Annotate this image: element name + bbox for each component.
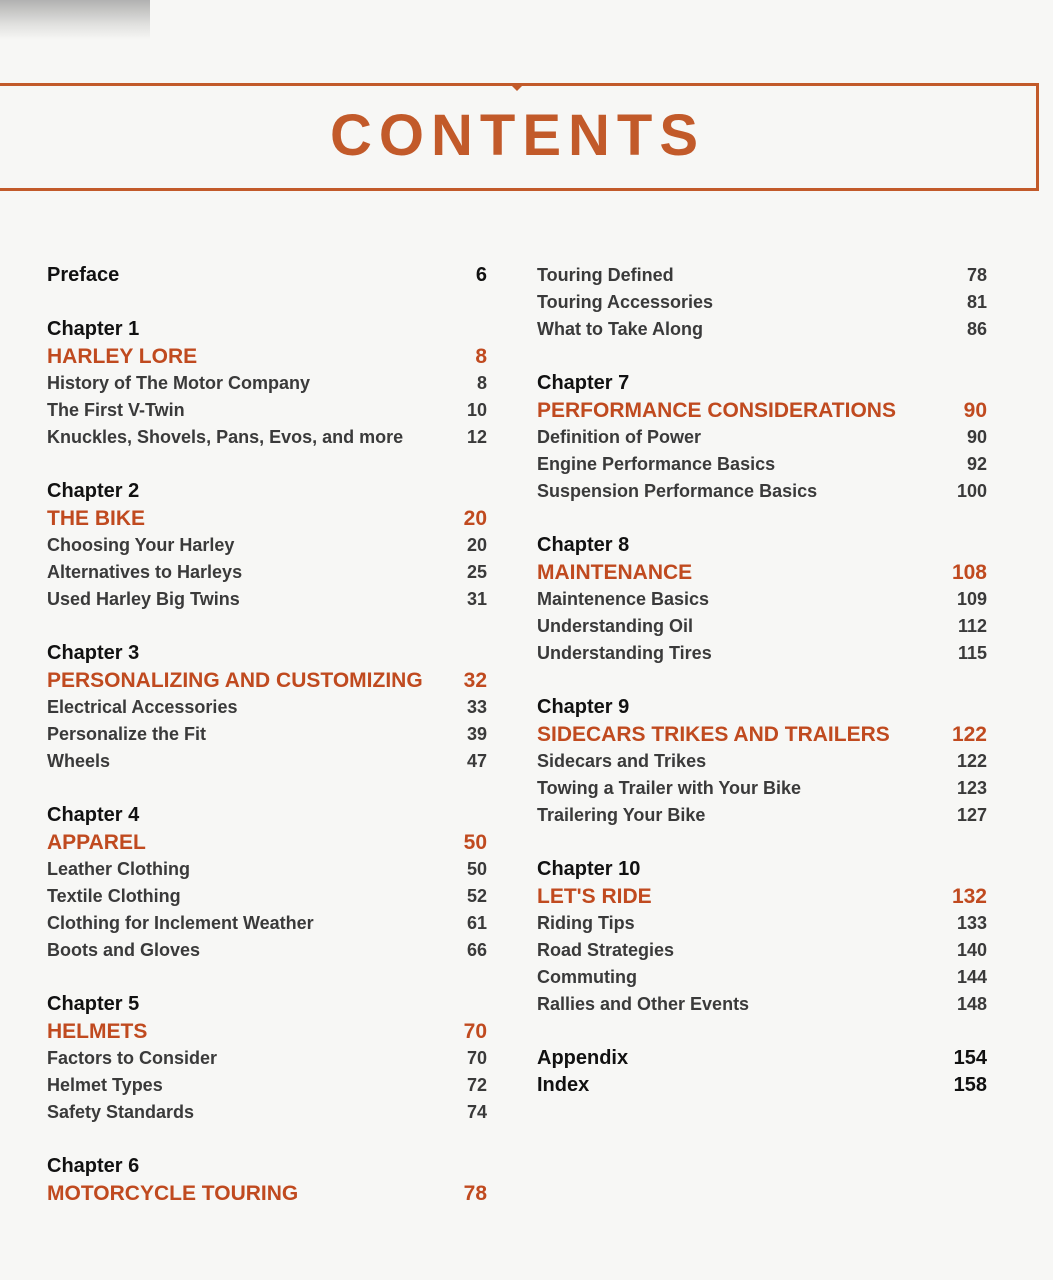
toc-top xyxy=(47,262,487,289)
toc-entry-label: Chapter 5 xyxy=(47,993,140,1015)
toc-chapter-label xyxy=(47,640,487,667)
toc-page-number: 109 xyxy=(956,589,987,609)
toc-page-number: 47 xyxy=(466,751,487,771)
toc-chapter-label xyxy=(47,802,487,829)
toc-entry-label: Definition of Power xyxy=(537,427,701,447)
toc-section xyxy=(47,424,487,451)
toc-chapter-title xyxy=(47,1018,487,1045)
toc-page-number: 122 xyxy=(956,751,987,771)
toc-section xyxy=(47,1045,487,1072)
toc-left-column xyxy=(47,262,487,1207)
spacer xyxy=(47,451,487,478)
scan-edge-shadow xyxy=(0,0,150,40)
toc-chapter-title xyxy=(537,883,987,910)
toc-entry-label: SIDECARS TRIKES AND TRAILERS xyxy=(537,723,890,746)
toc-entry-label: Boots and Gloves xyxy=(47,940,201,960)
toc-entry-label: The First V-Twin xyxy=(47,400,185,420)
spacer xyxy=(537,343,987,370)
toc-entry-label: Personalize the Fit xyxy=(47,724,207,744)
toc-chapter-title xyxy=(47,829,487,856)
toc-entry-label: Leather Clothing xyxy=(47,859,190,879)
toc-page-number: 6 xyxy=(475,264,487,286)
toc-chapter-label xyxy=(47,316,487,343)
toc-section xyxy=(47,586,487,613)
toc-entry-label: Chapter 8 xyxy=(537,534,630,556)
toc-page-number: 133 xyxy=(956,913,987,933)
toc-page-number: 66 xyxy=(466,940,487,960)
toc-entry-label: LET'S RIDE xyxy=(537,885,652,908)
toc-entry-label: Understanding Tires xyxy=(537,643,712,663)
toc-page-number: 123 xyxy=(956,778,987,798)
toc-chapter-label xyxy=(47,1153,487,1180)
toc-section xyxy=(47,856,487,883)
toc-entry-label: Touring Defined xyxy=(537,265,674,285)
toc-section xyxy=(47,937,487,964)
toc-page-number: 74 xyxy=(466,1102,487,1122)
toc-page-number: 158 xyxy=(953,1074,987,1096)
toc-page-number: 86 xyxy=(966,319,987,339)
spacer xyxy=(537,667,987,694)
toc-top xyxy=(537,1045,987,1072)
toc-entry-label: Chapter 4 xyxy=(47,804,140,826)
toc-page-number: 92 xyxy=(966,454,987,474)
toc-entry-label: Chapter 9 xyxy=(537,696,630,718)
toc-entry-label: What to Take Along xyxy=(537,319,703,339)
toc-entry-label: Alternatives to Harleys xyxy=(47,562,243,582)
toc-page-number: 72 xyxy=(466,1075,487,1095)
toc-entry-label: PERSONALIZING AND CUSTOMIZING xyxy=(47,669,423,692)
toc-page-number: 90 xyxy=(963,399,987,422)
toc-entry-label: HELMETS xyxy=(47,1020,148,1043)
toc-section xyxy=(47,397,487,424)
toc-entry-label: Touring Accessories xyxy=(537,292,714,312)
toc-chapter-title xyxy=(47,1180,487,1207)
toc-entry-label: Rallies and Other Events xyxy=(537,994,750,1014)
toc-entry-label: Trailering Your Bike xyxy=(537,805,706,825)
toc-chapter-title xyxy=(537,721,987,748)
toc-section xyxy=(47,694,487,721)
toc-section xyxy=(47,1099,487,1126)
toc-entry-label: Index xyxy=(537,1074,590,1096)
toc-page-number: 115 xyxy=(957,643,987,663)
toc-entry-label: HARLEY LORE xyxy=(47,345,198,368)
toc-section xyxy=(47,1072,487,1099)
spacer xyxy=(47,289,487,316)
toc-section xyxy=(537,991,987,1018)
toc-entry-label: Preface xyxy=(47,264,120,286)
toc-section xyxy=(537,478,987,505)
toc-entry-label: Engine Performance Basics xyxy=(537,454,776,474)
toc-entry-label: Chapter 6 xyxy=(47,1155,140,1177)
toc-page-number: 33 xyxy=(466,697,487,717)
toc-entry-label: Suspension Performance Basics xyxy=(537,481,818,501)
toc-entry-label: Chapter 10 xyxy=(537,858,641,880)
toc-chapter-label xyxy=(537,370,987,397)
toc-entry-label: Knuckles, Shovels, Pans, Evos, and more xyxy=(47,427,404,447)
toc-section xyxy=(47,721,487,748)
toc-entry-label: Appendix xyxy=(537,1047,629,1069)
toc-section xyxy=(537,775,987,802)
toc-entry-label: Riding Tips xyxy=(537,913,635,933)
toc-entry-label: Factors to Consider xyxy=(47,1048,218,1068)
toc-entry-label: MAINTENANCE xyxy=(537,561,693,584)
toc-page-number: 78 xyxy=(463,1182,487,1205)
toc-section xyxy=(47,748,487,775)
toc-page-number: 78 xyxy=(966,265,987,285)
toc-page-number: 100 xyxy=(956,481,987,501)
title-notch xyxy=(509,83,525,91)
toc-page-number: 10 xyxy=(466,400,487,420)
toc-page-number: 20 xyxy=(463,507,487,530)
toc-entry-label: MOTORCYCLE TOURING xyxy=(47,1182,299,1205)
toc-section xyxy=(537,640,987,667)
spacer xyxy=(47,964,487,991)
toc-entry-label: Commuting xyxy=(537,967,637,987)
toc-entry-label: Helmet Types xyxy=(47,1075,163,1095)
spacer xyxy=(47,613,487,640)
toc-chapter-label xyxy=(47,478,487,505)
toc-entry-label: Towing a Trailer with Your Bike xyxy=(537,778,802,798)
toc-entry-label: History of The Motor Company xyxy=(47,373,311,393)
toc-entry-label: Wheels xyxy=(47,751,111,771)
toc-page-number: 127 xyxy=(956,805,987,825)
toc-page-number: 108 xyxy=(951,561,987,584)
toc-entry-label: Maintenence Basics xyxy=(537,589,710,609)
spacer xyxy=(537,1018,987,1045)
toc-section xyxy=(537,424,987,451)
toc-chapter-label xyxy=(537,532,987,559)
toc-section xyxy=(537,451,987,478)
toc-entry-label: Electrical Accessories xyxy=(47,697,238,717)
toc-section xyxy=(537,964,987,991)
toc-section xyxy=(537,910,987,937)
toc-entry-label: Textile Clothing xyxy=(47,886,181,906)
toc-entry-label: Safety Standards xyxy=(47,1102,195,1122)
toc-page-number: 50 xyxy=(466,859,487,879)
toc-page-number: 31 xyxy=(466,589,487,609)
toc-section xyxy=(537,613,987,640)
toc-chapter-title xyxy=(537,397,987,424)
toc-section xyxy=(47,883,487,910)
toc-entry-label: Used Harley Big Twins xyxy=(47,589,240,609)
toc-section xyxy=(537,289,987,316)
toc-page-number: 12 xyxy=(466,427,487,447)
toc-entry-label: THE BIKE xyxy=(47,507,146,530)
toc-page-number: 81 xyxy=(966,292,987,312)
toc-entry-label: Chapter 3 xyxy=(47,642,140,664)
toc-page-number: 52 xyxy=(466,886,487,906)
toc-page-number: 112 xyxy=(957,616,987,636)
toc-page-number: 154 xyxy=(953,1047,987,1069)
toc-top xyxy=(537,1072,987,1099)
toc-entry-label: PERFORMANCE CONSIDERATIONS xyxy=(537,399,896,422)
toc-chapter-title xyxy=(47,667,487,694)
toc-page-number: 70 xyxy=(463,1020,487,1043)
toc-section xyxy=(537,316,987,343)
toc-page-number: 50 xyxy=(463,831,487,854)
toc-right-column xyxy=(537,262,987,1099)
toc-page-number: 132 xyxy=(951,885,987,908)
toc-page-number: 140 xyxy=(956,940,987,960)
toc-entry-label: Sidecars and Trikes xyxy=(537,751,707,771)
toc-section xyxy=(47,370,487,397)
toc-page-number: 61 xyxy=(466,913,487,933)
toc-section xyxy=(537,262,987,289)
toc-entry-label: Chapter 1 xyxy=(47,318,140,340)
toc-chapter-title xyxy=(537,559,987,586)
toc-page-number: 39 xyxy=(466,724,487,744)
toc-entry-label: Road Strategies xyxy=(537,940,675,960)
toc-page-number: 122 xyxy=(951,723,987,746)
spacer xyxy=(537,505,987,532)
toc-entry-label: Choosing Your Harley xyxy=(47,535,235,555)
toc-chapter-label xyxy=(537,856,987,883)
toc-section xyxy=(537,937,987,964)
toc-section xyxy=(47,559,487,586)
spacer xyxy=(537,829,987,856)
toc-entry-label: Chapter 2 xyxy=(47,480,140,502)
toc-chapter-title xyxy=(47,505,487,532)
toc-chapter-label xyxy=(47,991,487,1018)
toc-page-number: 90 xyxy=(966,427,987,447)
toc-section xyxy=(47,532,487,559)
toc-page-number: 144 xyxy=(956,967,987,987)
toc-page-number: 32 xyxy=(463,669,487,692)
toc-entry-label: Chapter 7 xyxy=(537,372,630,394)
toc-page-number: 8 xyxy=(475,345,487,368)
toc-entry-label: Understanding Oil xyxy=(537,616,694,636)
toc-page-number: 25 xyxy=(466,562,487,582)
spacer xyxy=(47,775,487,802)
toc-entry-label: APPAREL xyxy=(47,831,146,854)
spacer xyxy=(47,1126,487,1153)
page-title: CONTENTS xyxy=(330,103,705,168)
toc-chapter-title xyxy=(47,343,487,370)
toc-section xyxy=(537,802,987,829)
toc-entry-label: Clothing for Inclement Weather xyxy=(47,913,314,933)
toc-page-number: 8 xyxy=(476,373,487,393)
toc-page-number: 20 xyxy=(466,535,487,555)
toc-section xyxy=(537,586,987,613)
toc-section xyxy=(537,748,987,775)
toc-page-number: 70 xyxy=(466,1048,487,1068)
toc-chapter-label xyxy=(537,694,987,721)
toc-page-number: 148 xyxy=(956,994,987,1014)
toc-section xyxy=(47,910,487,937)
